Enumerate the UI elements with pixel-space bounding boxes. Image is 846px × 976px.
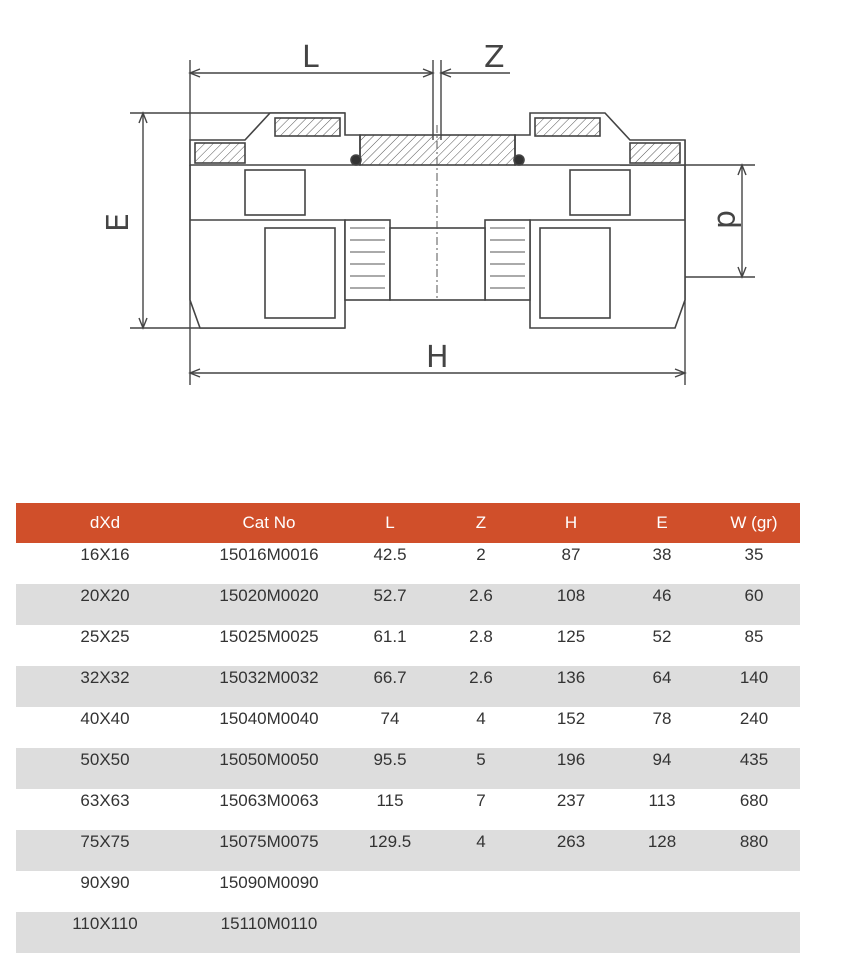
cell-dxd: 25X25 (80, 627, 130, 646)
cell-cat-no: 15050M0050 (194, 748, 344, 789)
cell-cat-no: 15020M0020 (194, 584, 344, 625)
cell-weight: 880 (708, 830, 800, 871)
cell-z (436, 912, 526, 953)
cell-z: 7 (476, 791, 486, 810)
cell-h (526, 871, 616, 912)
header-l: L (344, 503, 436, 543)
cell-weight (708, 871, 800, 912)
cell-h: 87 (561, 545, 581, 564)
dim-label-H: H (426, 340, 449, 375)
cell-l: 74 (380, 709, 400, 728)
header-weight: W (gr) (708, 503, 800, 543)
cell-dxd: 75X75 (16, 830, 194, 871)
cell-dxd: 110X110 (16, 912, 194, 953)
cell-h: 152 (556, 709, 586, 728)
table-row (16, 748, 800, 789)
specifications-table (16, 503, 800, 953)
cell-l: 61.1 (373, 627, 407, 646)
cell-e (616, 912, 708, 953)
dim-label-Z: Z (484, 40, 505, 75)
table-row (16, 543, 800, 584)
cell-weight: 240 (739, 709, 769, 728)
table-row (16, 584, 800, 625)
cell-e: 113 (648, 791, 676, 810)
cell-e: 64 (616, 666, 708, 707)
header-dxd: dXd (16, 503, 194, 543)
cell-z: 2.6 (436, 666, 526, 707)
cell-e: 128 (616, 830, 708, 871)
cell-h: 263 (526, 830, 616, 871)
cell-l: 42.5 (373, 545, 407, 564)
header-e: E (616, 503, 708, 543)
table-row (16, 830, 800, 871)
cell-dxd: 90X90 (80, 873, 130, 892)
cell-z: 2.8 (469, 627, 493, 646)
cell-dxd: 16X16 (80, 545, 130, 564)
header-cat-no: Cat No (194, 503, 344, 543)
table-row (16, 789, 800, 830)
cell-weight: 680 (739, 791, 769, 810)
cell-dxd: 32X32 (16, 666, 194, 707)
table-row (16, 912, 800, 953)
table-row (16, 625, 800, 666)
cell-cat-no: 15032M0032 (194, 666, 344, 707)
cell-e: 46 (616, 584, 708, 625)
cell-weight: 35 (744, 545, 764, 564)
cell-cat-no: 15040M0040 (219, 709, 319, 728)
cell-e: 52 (652, 627, 672, 646)
cell-l: 129.5 (344, 830, 436, 871)
table-row (16, 707, 800, 748)
cell-h: 108 (526, 584, 616, 625)
cell-cat-no: 15110M0110 (194, 912, 344, 953)
cell-h: 136 (526, 666, 616, 707)
cell-weight (708, 912, 800, 953)
cell-z (436, 871, 526, 912)
cell-h: 196 (526, 748, 616, 789)
cell-z: 4 (436, 830, 526, 871)
cell-l (344, 912, 436, 953)
cell-weight: 140 (708, 666, 800, 707)
cell-e (616, 871, 708, 912)
cell-z: 2 (476, 545, 486, 564)
header-h: H (526, 503, 616, 543)
cell-h: 125 (556, 627, 586, 646)
cell-dxd: 50X50 (16, 748, 194, 789)
cell-cat-no: 15090M0090 (219, 873, 319, 892)
cell-e: 38 (652, 545, 672, 564)
cell-z: 2.6 (436, 584, 526, 625)
cell-l (344, 871, 436, 912)
cell-l: 115 (376, 791, 404, 810)
cell-h: 237 (556, 791, 586, 810)
cell-weight: 60 (708, 584, 800, 625)
cell-dxd: 63X63 (80, 791, 130, 810)
cell-weight: 435 (708, 748, 800, 789)
table-header-row (16, 503, 800, 543)
cell-weight: 85 (744, 627, 764, 646)
coupling-technical-drawing (0, 0, 846, 420)
cell-z: 5 (436, 748, 526, 789)
cell-h (526, 912, 616, 953)
cell-dxd: 20X20 (16, 584, 194, 625)
cell-l: 52.7 (344, 584, 436, 625)
dim-label-d: d (710, 210, 745, 230)
cell-cat-no: 15063M0063 (219, 791, 319, 810)
cell-l: 66.7 (344, 666, 436, 707)
cell-e: 94 (616, 748, 708, 789)
cell-dxd: 40X40 (80, 709, 130, 728)
header-z: Z (436, 503, 526, 543)
table-row (16, 871, 800, 912)
dim-label-L: L (302, 40, 319, 75)
cell-cat-no: 15025M0025 (219, 627, 319, 646)
cell-cat-no: 15075M0075 (194, 830, 344, 871)
dim-label-E: E (101, 213, 136, 232)
cell-l: 95.5 (344, 748, 436, 789)
cell-z: 4 (476, 709, 486, 728)
table-row (16, 666, 800, 707)
cell-e: 78 (652, 709, 672, 728)
cell-cat-no: 15016M0016 (219, 545, 319, 564)
